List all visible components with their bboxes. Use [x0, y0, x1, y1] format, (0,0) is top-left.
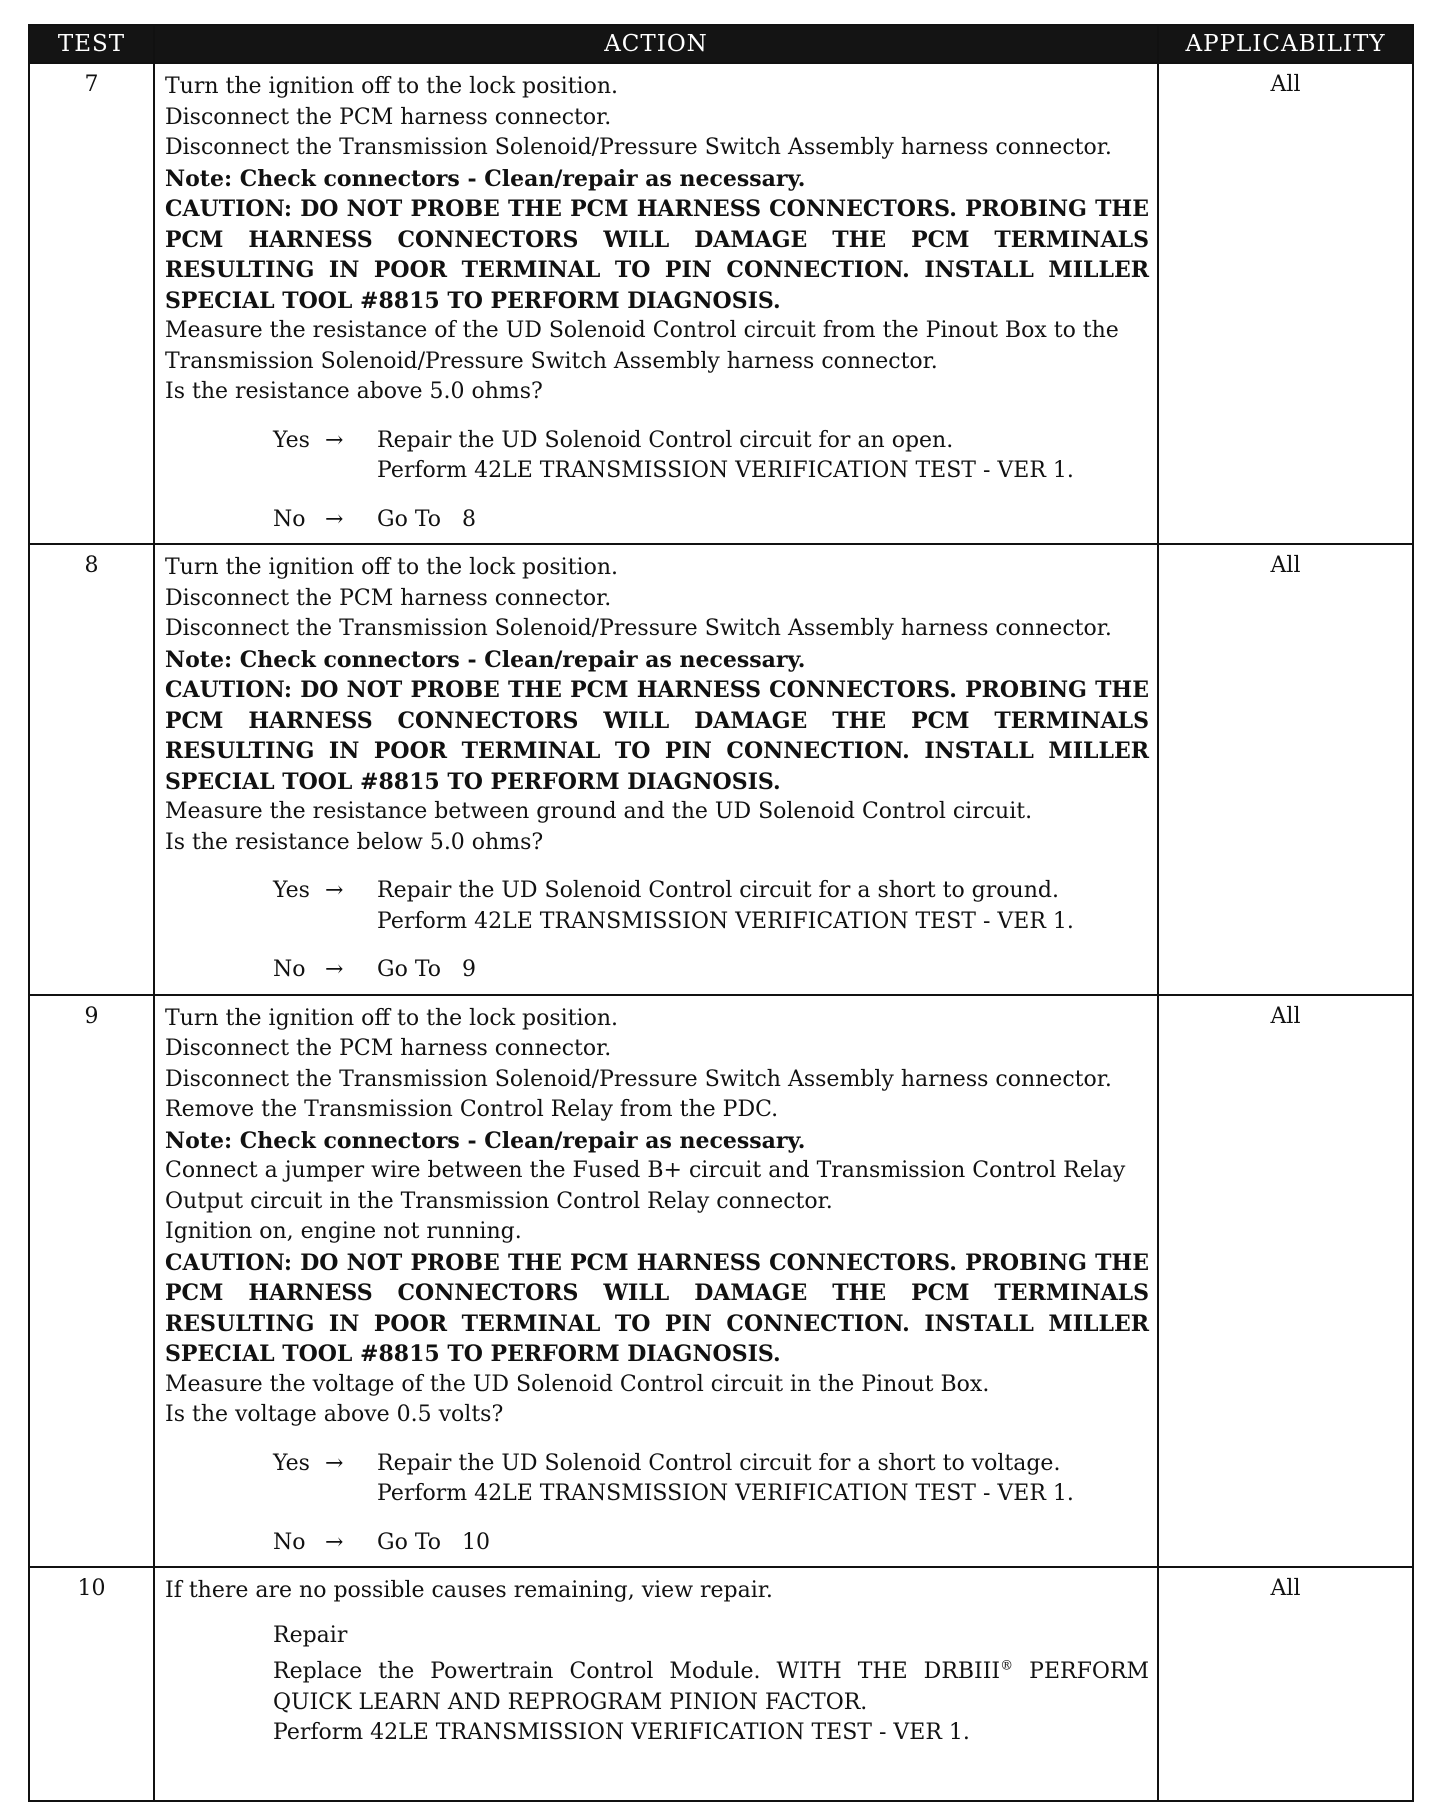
- caution-text: CAUTION: DO NOT PROBE THE PCM HARNESS CONNECTORS. PROBING THE PCM HARNESS CONNECTORS WILL DAMAGE THE PCM TERMINALS RESULTING IN POOR TERMINAL TO PIN CONNECTION. INSTALL MILLER SPECIAL TOOL #8815 TO PERFORM DIAGNOSIS.: [165, 196, 1149, 314]
- no-text: Go To 10: [377, 1529, 490, 1555]
- step-text: Disconnect the PCM harness connector.: [165, 104, 612, 130]
- step-text: Disconnect the PCM harness connector.: [165, 1036, 612, 1061]
- caution-text: CAUTION: DO NOT PROBE THE PCM HARNESS CONNECTORS. PROBING THE PCM HARNESS CONNECTORS WILL DAMAGE THE PCM TERMINALS RESULTING IN POOR TERMINAL TO PIN CONNECTION. INSTALL MILLER SPECIAL TOOL #8815 TO PERFORM DIAGNOSIS.: [165, 1249, 1149, 1367]
- repair-text-line: Perform 42LE TRANSMISSION VERIFICATION TEST - VER 1.: [273, 1720, 970, 1745]
- note-text: Note: Check connectors - Clean/repair as necessary.: [165, 165, 806, 192]
- yes-text-line: Repair the UD Solenoid Control circuit for a short to voltage.: [377, 1450, 1061, 1476]
- yes-text-line: Perform 42LE TRANSMISSION VERIFICATION TEST - VER 1.: [377, 1481, 1074, 1506]
- no-text: Go To 8: [377, 506, 476, 532]
- no-text: Go To 9: [377, 957, 476, 982]
- step-text: Turn the ignition off to the lock position.: [165, 555, 618, 580]
- step-text: Disconnect the PCM harness connector.: [165, 585, 612, 611]
- step-text: Turn the ignition off to the lock position.: [165, 74, 618, 99]
- outcome-yes: [273, 1449, 1149, 1510]
- action-cell: [154, 544, 1158, 995]
- applicability-value: All: [1158, 63, 1413, 544]
- note-text: Note: Check connectors - Clean/repair as necessary.: [165, 1127, 806, 1154]
- test-number: 10: [29, 1567, 154, 1801]
- action-cell: [154, 1567, 1158, 1801]
- no-label: No: [273, 1529, 306, 1555]
- applicability-value: All: [1158, 544, 1413, 995]
- no-label: No: [273, 957, 306, 982]
- action-cell: [154, 63, 1158, 544]
- arrow-icon: →: [325, 957, 344, 982]
- yes-text-line: Perform 42LE TRANSMISSION VERIFICATION TEST - VER 1.: [377, 458, 1074, 483]
- outcome-yes: [273, 876, 1149, 937]
- yes-label: Yes: [273, 1450, 310, 1476]
- note-text: Note: Check connectors - Clean/repair as necessary.: [165, 646, 806, 673]
- repair-text-line: PERFORM QUICK LEARN AND REPROGRAM PINION FACTOR.: [273, 1659, 1149, 1715]
- yes-label: Yes: [273, 878, 310, 903]
- step-text: Remove the Transmission Control Relay from the PDC.: [165, 1097, 779, 1122]
- yes-text: [377, 876, 1149, 937]
- question-text: Is the resistance above 5.0 ohms?: [165, 379, 543, 404]
- measure-text: Measure the resistance between ground and the UD Solenoid Control circuit.: [165, 799, 1033, 824]
- yes-text-line: Perform 42LE TRANSMISSION VERIFICATION TEST - VER 1.: [377, 908, 1074, 934]
- yes-text-line: Repair the UD Solenoid Control circuit for an open.: [377, 427, 954, 453]
- table-row-test-7: [29, 63, 1413, 544]
- action-cell: [154, 995, 1158, 1568]
- diagnostic-test-table: [28, 24, 1414, 1802]
- test-number: 9: [29, 995, 154, 1568]
- step-text: Turn the ignition off to the lock position.: [165, 1005, 618, 1031]
- outcome-no: [273, 1528, 1149, 1559]
- no-label: No: [273, 506, 306, 532]
- step-text: Disconnect the Transmission Solenoid/Pressure Switch Assembly harness connector.: [165, 616, 1112, 641]
- arrow-icon: →: [325, 506, 344, 532]
- step-text: Disconnect the Transmission Solenoid/Pressure Switch Assembly harness connector.: [165, 1066, 1112, 1092]
- ignition-text: Ignition on, engine not running.: [165, 1219, 522, 1244]
- procedure-document: [28, 24, 1412, 1802]
- outcome-yes: [273, 426, 1149, 487]
- test-number: 7: [29, 63, 154, 544]
- caution-text: CAUTION: DO NOT PROBE THE PCM HARNESS CONNECTORS. PROBING THE PCM HARNESS CONNECTORS WILL DAMAGE THE PCM TERMINALS RESULTING IN POOR TERMINAL TO PIN CONNECTION. INSTALL MILLER SPECIAL TOOL #8815 TO PERFORM DIAGNOSIS.: [165, 677, 1149, 795]
- table-header-row: [29, 25, 1413, 63]
- intro-text: If there are no possible causes remaining, view repair.: [165, 1578, 773, 1603]
- repair-label: Repair: [273, 1622, 348, 1648]
- header-applicability: APPLICABILITY: [1158, 25, 1413, 63]
- question-text: Is the voltage above 0.5 volts?: [165, 1402, 504, 1427]
- step-text: Disconnect the Transmission Solenoid/Pressure Switch Assembly harness connector.: [165, 135, 1112, 160]
- arrow-icon: →: [325, 878, 344, 903]
- yes-text: [377, 1449, 1149, 1510]
- arrow-icon: →: [325, 1529, 344, 1555]
- header-action: ACTION: [154, 25, 1158, 63]
- applicability-value: All: [1158, 995, 1413, 1568]
- outcome-no: [273, 955, 1149, 986]
- repair-text: [273, 1657, 1149, 1749]
- header-test: TEST: [29, 25, 154, 63]
- applicability-value: All: [1158, 1567, 1413, 1801]
- table-row-test-10: [29, 1567, 1413, 1801]
- arrow-icon: →: [325, 427, 344, 453]
- measure-text: Measure the resistance of the UD Solenoid Control circuit from the Pinout Box to the Transmission Solenoid/Pressure Switch Assembly harness connector.: [165, 318, 1119, 374]
- repair-text-line: Replace the Powertrain Control Module. WITH THE DRBIII: [273, 1659, 1001, 1684]
- arrow-icon: →: [325, 1450, 344, 1476]
- test-number: 8: [29, 544, 154, 995]
- yes-text-line: Repair the UD Solenoid Control circuit for a short to ground.: [377, 878, 1059, 903]
- yes-text: [377, 426, 1149, 487]
- jumper-text: Connect a jumper wire between the Fused B+ circuit and Transmission Control Relay Output circuit in the Transmission Control Relay connector.: [165, 1158, 1126, 1214]
- measure-text: Measure the voltage of the UD Solenoid Control circuit in the Pinout Box.: [165, 1371, 990, 1397]
- table-row-test-9: [29, 995, 1413, 1568]
- table-row-test-8: [29, 544, 1413, 995]
- registered-mark: ®: [1000, 1658, 1014, 1674]
- question-text: Is the resistance below 5.0 ohms?: [165, 829, 544, 855]
- yes-label: Yes: [273, 427, 310, 453]
- outcome-no: [273, 505, 1149, 536]
